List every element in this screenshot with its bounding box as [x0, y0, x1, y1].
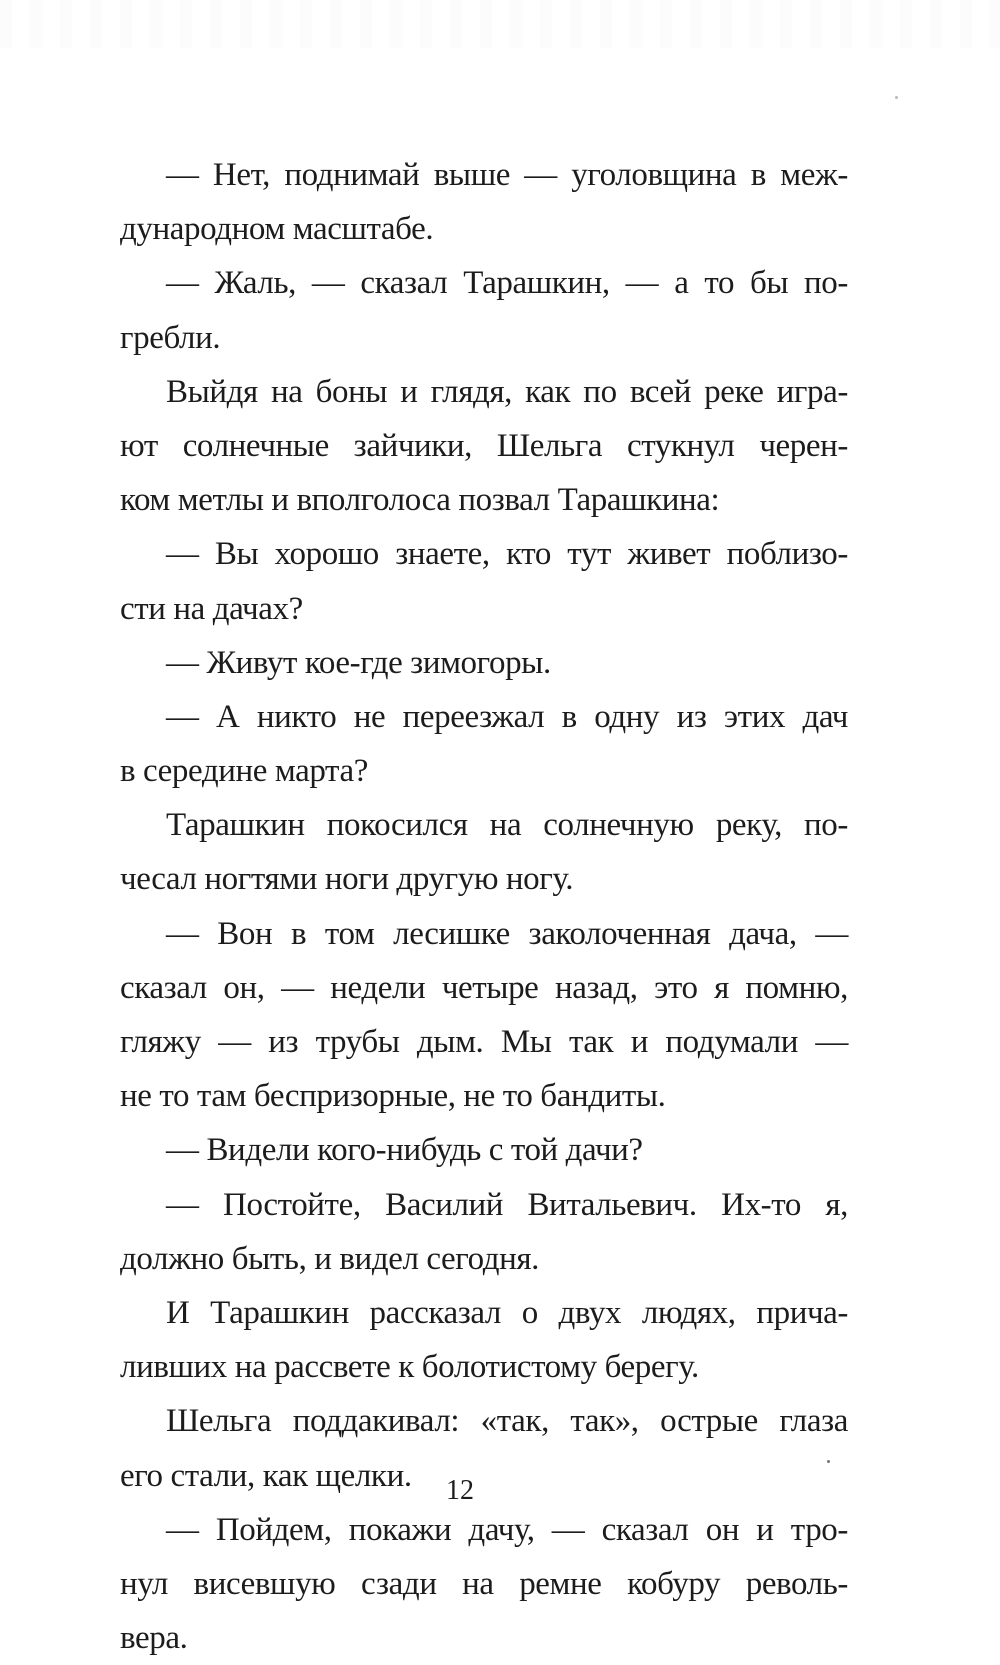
- text-line: — Жаль, — сказал Тарашкин, — а то бы по-: [166, 265, 848, 302]
- text-line: в середине марта?: [120, 753, 368, 790]
- text-line: нул висевшую сзади на ремне кобуру револь-: [120, 1565, 848, 1602]
- text-line: — Видели кого-нибудь с той дачи?: [166, 1132, 643, 1169]
- text-line: должно быть, и видел сегодня.: [120, 1240, 540, 1277]
- text-line: Выйдя на боны и глядя, как по всей реке игра-: [166, 373, 848, 410]
- text-line: чесал ногтями ноги другую ногу.: [120, 861, 574, 898]
- text-line: ливших на рассвете к болотистому берегу.: [120, 1349, 699, 1386]
- scan-speck: [895, 96, 898, 99]
- text-line: гляжу — из трубы дым. Мы так и подумали —: [120, 1024, 848, 1060]
- text-line: — Пойдем, покажи дачу, — сказал он и тро-: [166, 1511, 848, 1548]
- text-line: — Нет, поднимай выше — уголовщина в меж-: [166, 157, 848, 193]
- text-line: не то там беспризорные, не то бандиты.: [120, 1078, 666, 1115]
- text-line: И Тарашкин рассказал о двух людях, прича-: [166, 1294, 848, 1331]
- text-line: ют солнечные зайчики, Шельга стукнул черен-: [120, 427, 848, 464]
- scan-speck: [827, 1460, 830, 1463]
- page-number: 12: [446, 1475, 474, 1506]
- page-body: [120, 148, 848, 1665]
- text-line: — Постойте, Василий Витальевич. Их-то я,: [166, 1186, 848, 1223]
- text-line: его стали, как щелки.: [120, 1457, 412, 1494]
- text-line: — Живут кое-где зимогоры.: [166, 644, 551, 681]
- text-line: — Вон в том лесишке заколоченная дача, —: [166, 915, 848, 952]
- text-line: гребли.: [120, 319, 221, 356]
- text-line: сти на дачах?: [120, 590, 303, 627]
- text-line: вера.: [120, 1620, 188, 1657]
- text-line: Шельга поддакивал: «так, так», острые глаза: [166, 1403, 848, 1440]
- text-line: Тарашкин покосился на солнечную реку, по-: [166, 807, 848, 844]
- text-line: ком метлы и вполголоса позвал Тарашкина:: [120, 482, 720, 519]
- text-line: — А никто не переезжал в одну из этих дач: [166, 698, 848, 735]
- text-line: — Вы хорошо знаете, кто тут живет поблизо-: [166, 536, 848, 573]
- text-line: дународном масштабе.: [120, 211, 434, 248]
- bleed-through-artifact: [0, 0, 1000, 48]
- text-line: сказал он, — недели четыре назад, это я помню,: [120, 969, 848, 1006]
